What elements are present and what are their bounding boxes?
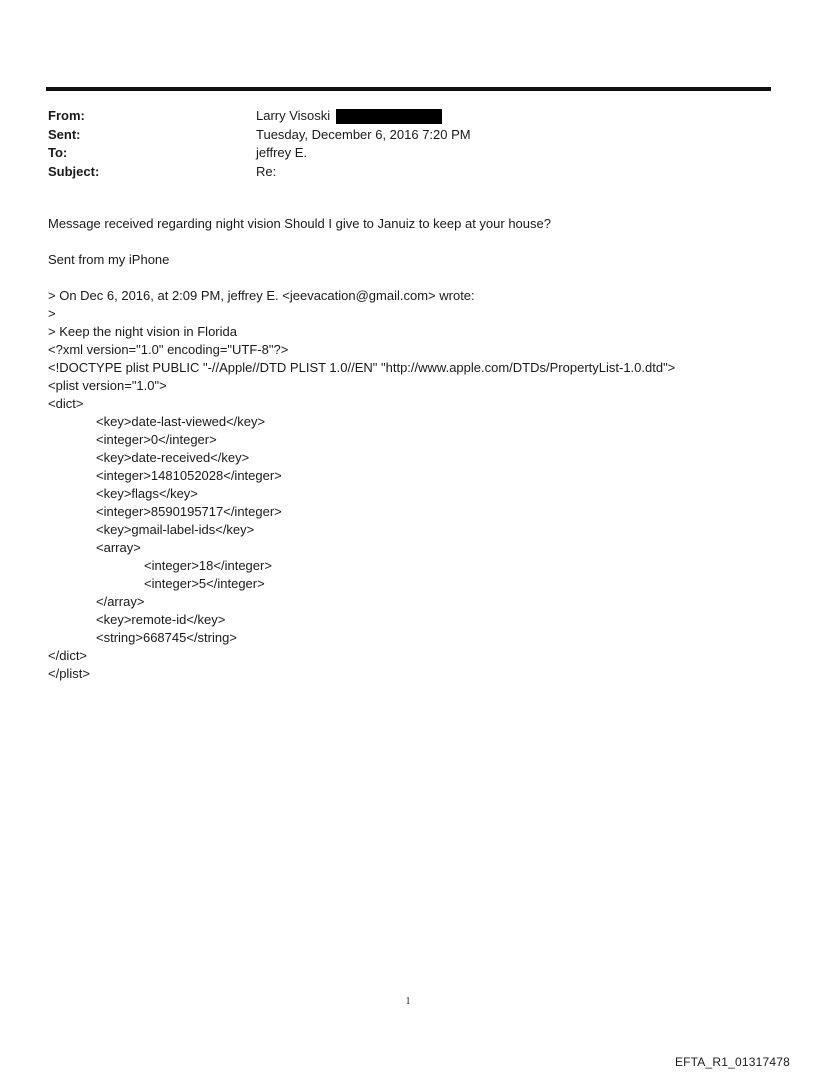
from-value (256, 107, 442, 126)
to-label: To: (48, 145, 68, 160)
dict-line: <key>gmail-label-ids</key> (96, 522, 255, 537)
to-value: jeffrey E. (256, 145, 308, 160)
from-label: From: (48, 108, 85, 123)
subject-value: Re: (256, 163, 277, 179)
from-row (48, 107, 471, 126)
array-item: <integer>18</integer> (144, 558, 272, 573)
message-text: Message received regarding night vision Should I give to Januiz to keep at your house? (48, 216, 551, 231)
header-divider (46, 87, 771, 91)
doctype-line: <!DOCTYPE plist PUBLIC "-//Apple//DTD PLIST 1.0//EN" "http://www.apple.com/DTDs/PropertyList-1.0.dtd"> (48, 360, 676, 375)
email-header (48, 107, 471, 181)
redaction-box (336, 109, 442, 124)
array-item: <integer>5</integer> (144, 576, 265, 591)
dict-line: <integer>1481052028</integer> (96, 468, 282, 483)
signature-text: Sent from my iPhone (48, 252, 170, 267)
dict-line: <array> (96, 540, 141, 555)
bates-number: EFTA_R1_01317478 (674, 1055, 790, 1069)
remote-key: <key>remote-id</key> (96, 612, 226, 627)
subject-label: Subject: (48, 163, 100, 179)
dict-line: <key>flags</key> (96, 486, 198, 501)
page-number: 1 (405, 996, 411, 1007)
dict-line: <key>date-last-viewed</key> (96, 414, 266, 429)
remote-value: <string>668745</string> (96, 630, 237, 645)
from-name: Larry Visoski (256, 108, 331, 123)
sent-label: Sent: (48, 126, 81, 142)
quote-text: > Keep the night vision in Florida (48, 324, 237, 339)
quote-blank-line: > (48, 306, 56, 321)
subject-row (48, 163, 471, 182)
email-body (48, 215, 778, 683)
quote-header: > On Dec 6, 2016, at 2:09 PM, jeffrey E. <jeevacation@gmail.com> wrote: (48, 288, 475, 303)
dict-open: <dict> (48, 396, 84, 411)
quoted-message (48, 287, 778, 683)
dict-line: <integer>8590195717</integer> (96, 504, 282, 519)
xml-declaration: <?xml version="1.0" encoding="UTF-8"?> (48, 342, 289, 357)
plist-open: <plist version="1.0"> (48, 378, 167, 393)
dict-close: </dict> (48, 648, 88, 663)
sent-row (48, 126, 471, 145)
dict-line: <integer>0</integer> (96, 432, 217, 447)
dict-line: <key>date-received</key> (96, 450, 250, 465)
array-close: </array> (96, 594, 145, 609)
plist-close: </plist> (48, 666, 90, 681)
to-row (48, 144, 471, 163)
sent-value: Tuesday, December 6, 2016 7:20 PM (256, 126, 471, 142)
